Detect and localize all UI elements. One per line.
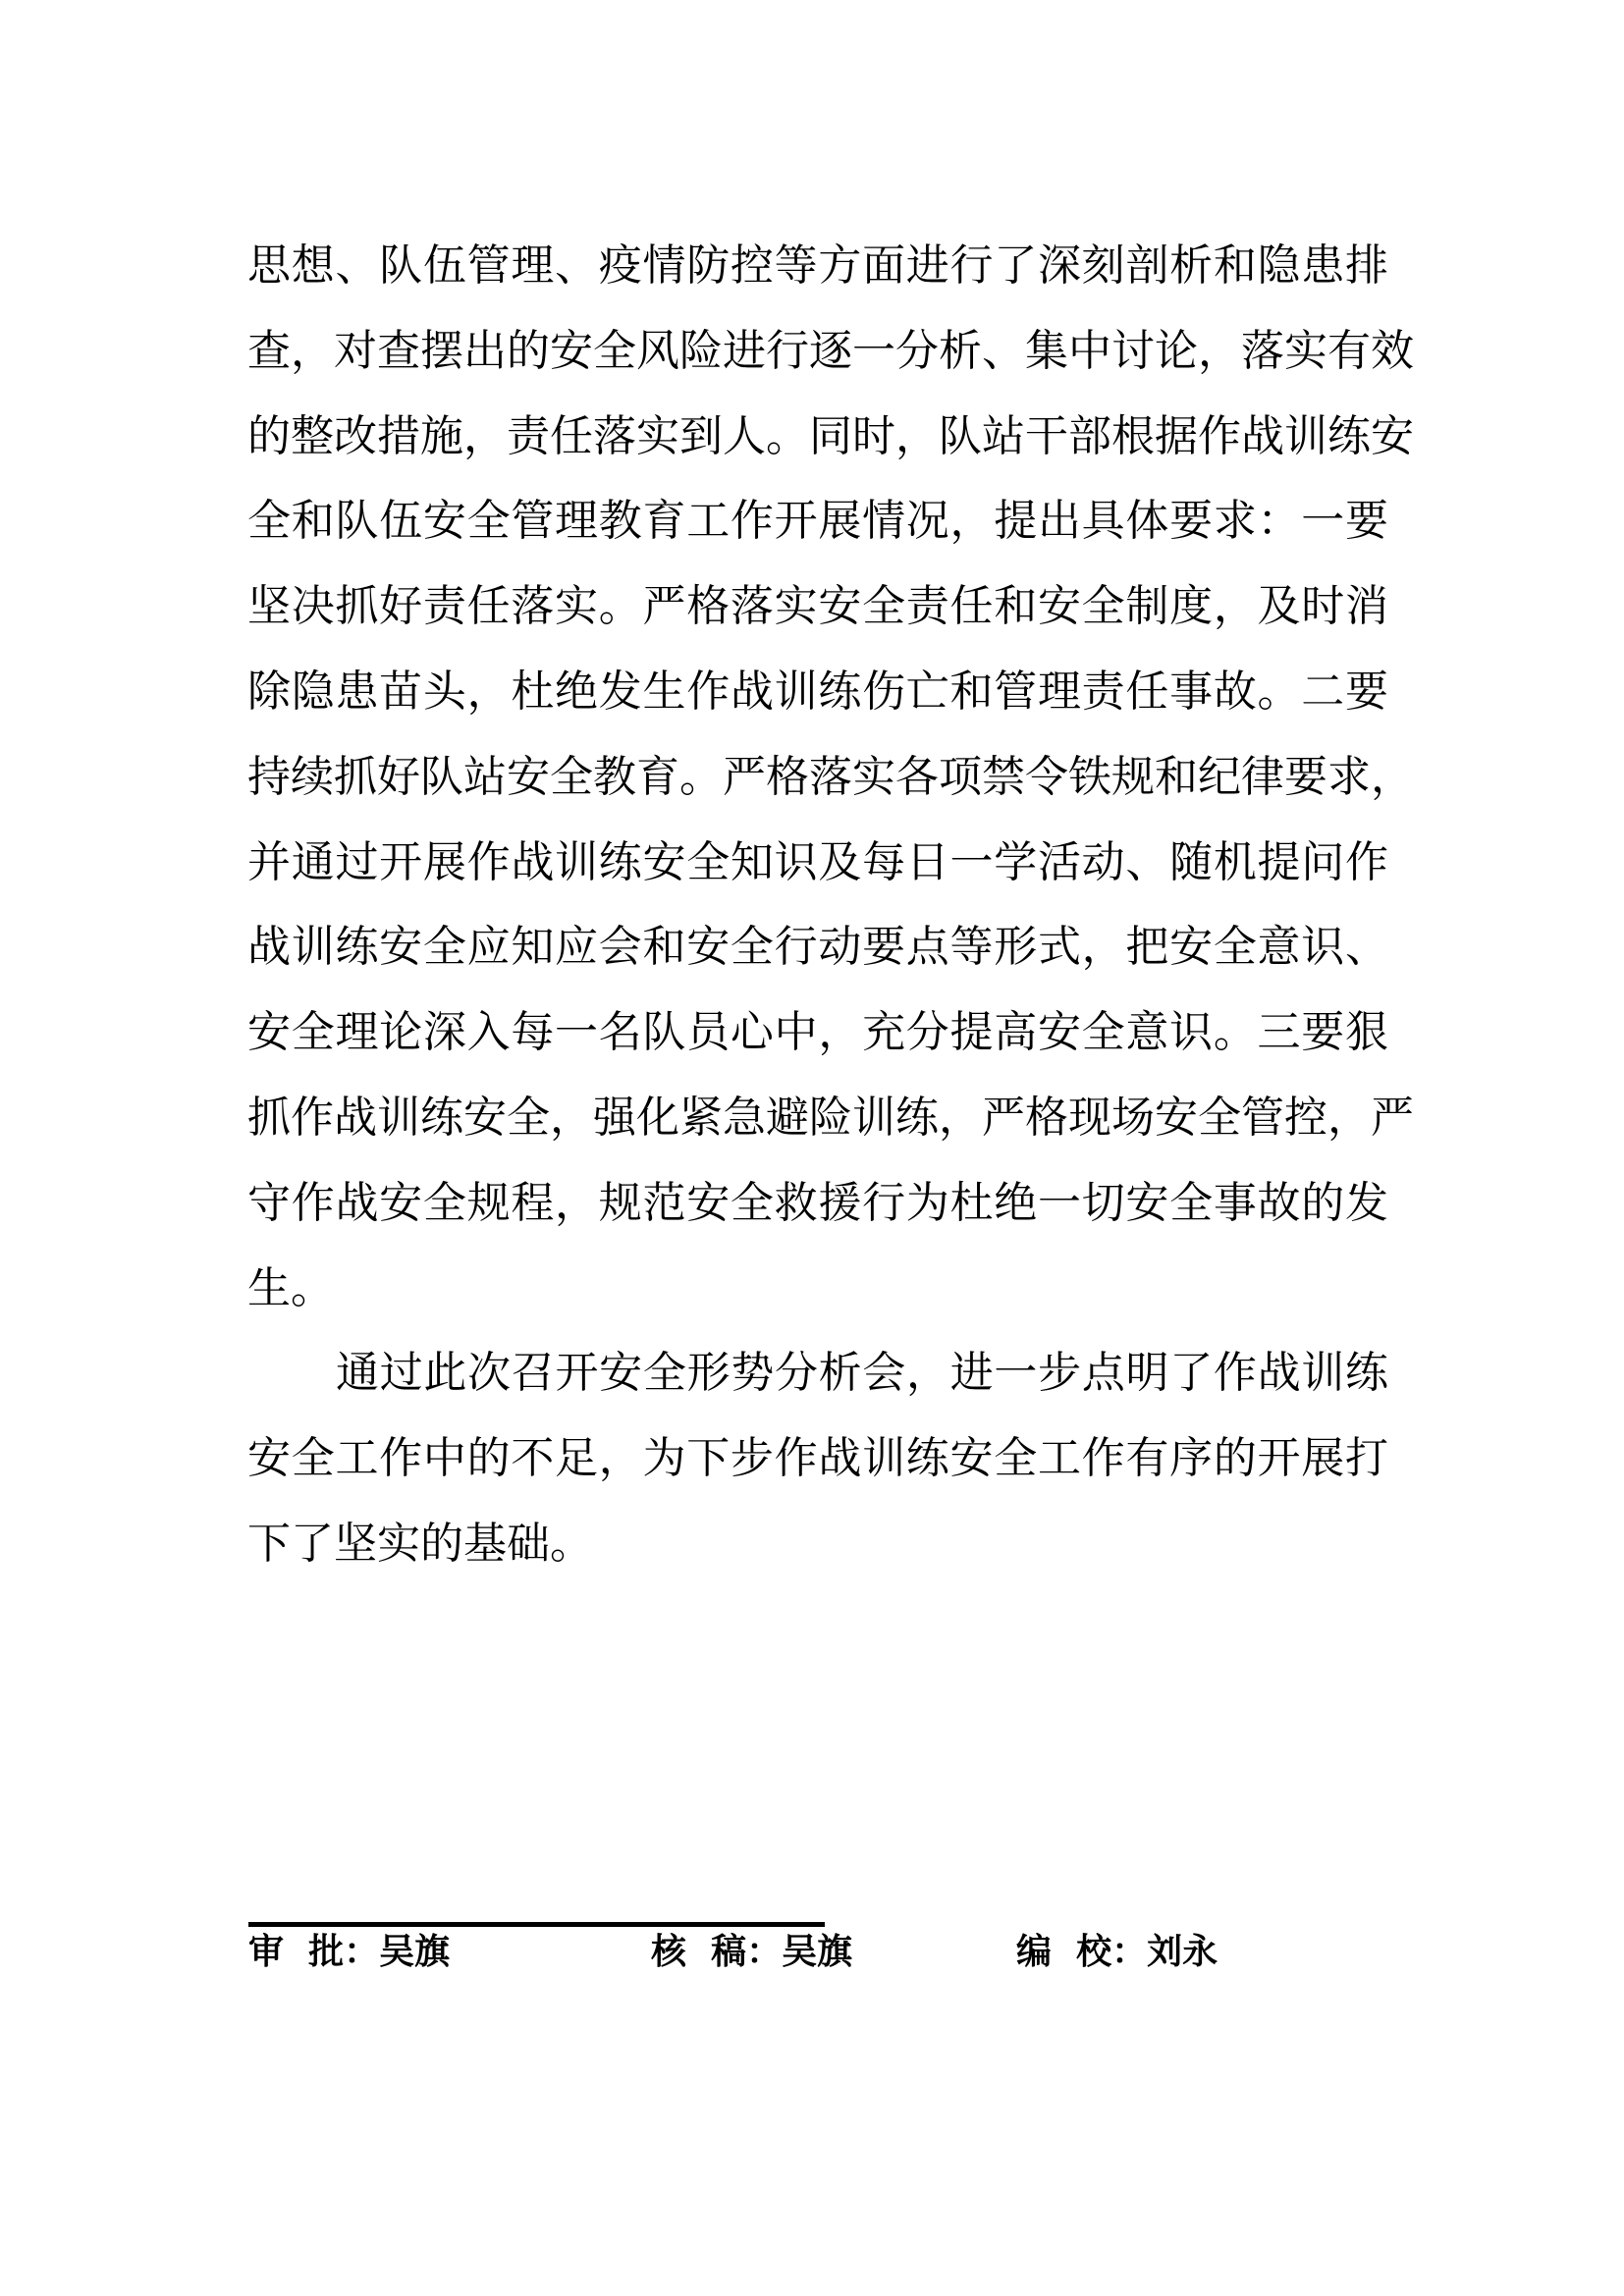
- text-line: 通过此次召开安全形势分析会，进一步点明了作战训练: [336, 1348, 1388, 1399]
- text-line: 战训练安全应知应会和安全行动要点等形式，把安全意识、: [247, 922, 1388, 973]
- text-line: 下了坚实的基础。: [247, 1518, 593, 1569]
- text-line: 除隐患苗头，杜绝发生作战训练伤亡和管理责任事故。二要: [247, 666, 1388, 717]
- text-line: 抓作战训练安全，强化紧急避险训练，严格现场安全管控，严: [247, 1092, 1414, 1143]
- footer-signatures: [0, 1928, 1624, 1977]
- text-line: 持续抓好队站安全教育。严格落实各项禁令铁规和纪律要求，: [247, 751, 1414, 802]
- text-line: 的整改措施，责任落实到人。同时，队站干部根据作战训练安: [247, 410, 1414, 461]
- text-line: 安全工作中的不足，为下步作战训练安全工作有序的开展打: [247, 1433, 1388, 1484]
- text-line: 查，对查摆出的安全风险进行逐一分析、集中讨论，落实有效: [247, 325, 1414, 376]
- document-body: [247, 237, 1414, 1600]
- text-line: 生。: [247, 1262, 334, 1313]
- text-line: 并通过开展作战训练安全知识及每日一学活动、随机提问作: [247, 836, 1388, 887]
- approver: 审 批：吴旗: [248, 1932, 451, 1972]
- reviewer: 核 稿：吴旗: [651, 1932, 853, 1972]
- text-line: 思想、队伍管理、疫情防控等方面进行了深刻剖析和隐患排: [247, 240, 1388, 291]
- text-line: 全和队伍安全管理教育工作开展情况，提出具体要求：一要: [247, 496, 1388, 547]
- text-line: 安全理论深入每一名队员心中，充分提高安全意识。三要狠: [247, 1007, 1388, 1058]
- text-line: 守作战安全规程，规范安全救援行为杜绝一切安全事故的发: [247, 1177, 1388, 1228]
- editor: 编 校：刘永: [1016, 1932, 1218, 1972]
- text-line: 坚决抓好责任落实。严格落实安全责任和安全制度，及时消: [247, 581, 1388, 632]
- footer-divider: [248, 1922, 825, 1927]
